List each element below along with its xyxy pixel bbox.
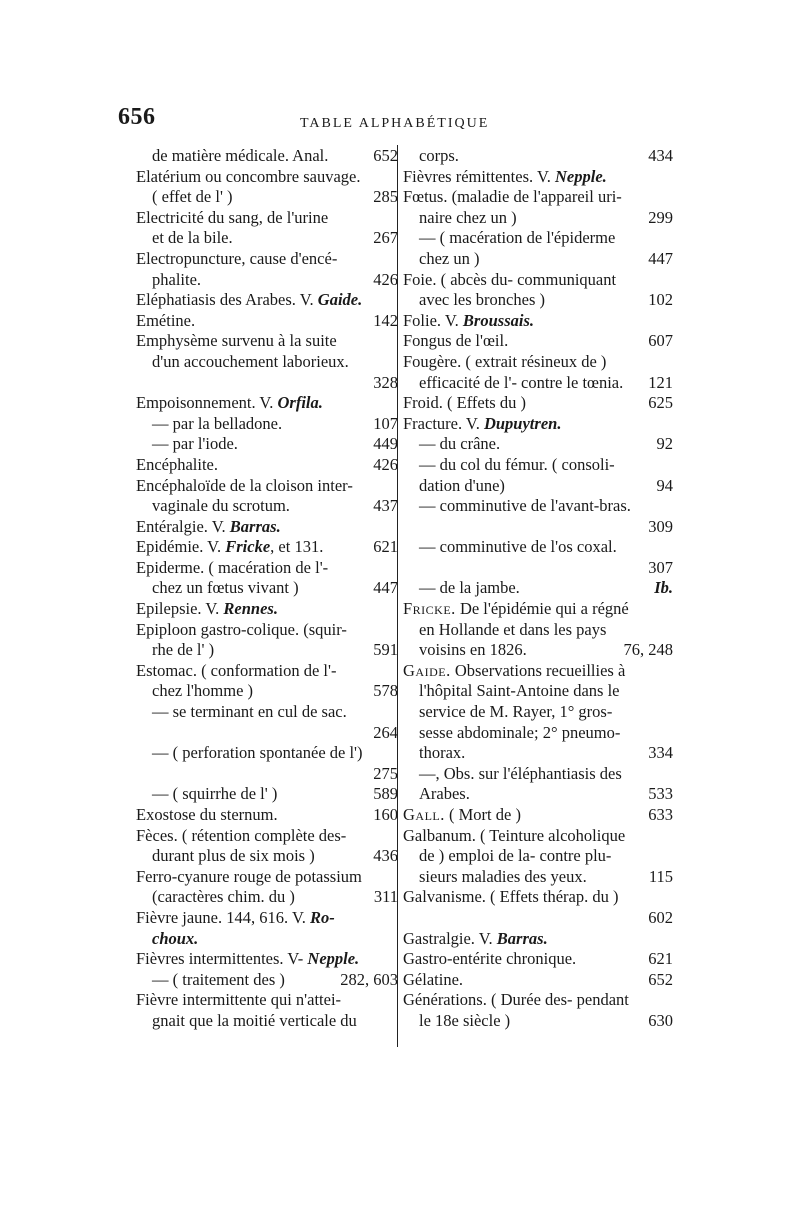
page-reference: 115 <box>648 866 673 886</box>
index-line <box>403 661 673 682</box>
column-divider <box>397 145 398 1047</box>
cross-reference: Ro- <box>310 907 335 927</box>
page-reference: 602 <box>648 907 673 927</box>
cross-reference: Dupuytren. <box>483 413 562 433</box>
index-line <box>136 187 398 208</box>
page-reference: 76, 248 <box>623 640 673 660</box>
index-line <box>136 208 398 229</box>
index-entry-text: Elatérium ou concombre sauvage. <box>136 166 361 186</box>
index-entry-text: le 18e siècle ) <box>419 1010 511 1030</box>
index-line <box>403 887 673 908</box>
index-column-right <box>403 146 673 1032</box>
page-reference: 449 <box>373 434 398 454</box>
index-line <box>136 867 398 888</box>
index-entry-text <box>136 929 392 950</box>
index-line <box>403 640 673 661</box>
index-entry-text: Fracture. V. Dupuytren. <box>403 413 562 433</box>
index-entry-text: — par l'iode. <box>152 434 238 454</box>
index-line <box>136 620 398 641</box>
index-entry-text: Epiploon gastro-colique. (squir- <box>136 619 347 639</box>
index-entry-text: (caractères chim. du ) <box>152 887 295 907</box>
index-line <box>136 270 398 291</box>
page-reference: 92 <box>656 434 673 454</box>
index-entry-text: Estomac. ( conformation de l'- <box>136 660 337 680</box>
page-reference: 533 <box>648 784 673 804</box>
page-reference: 652 <box>648 969 673 989</box>
index-entry-text: Galbanum. ( Teinture alcoholique <box>403 825 626 845</box>
index-line <box>136 331 398 352</box>
index-line <box>136 558 398 579</box>
index-entry-text: Exostose du sternum. <box>136 805 278 824</box>
index-line <box>136 167 398 188</box>
index-line <box>403 867 673 888</box>
index-entry-text: Fièvres rémittentes. V. Nepple. <box>403 166 607 186</box>
index-entry-text: service de M. Rayer, 1° gros- <box>419 702 613 722</box>
index-entry-text: et de la bile. <box>152 228 233 248</box>
index-line <box>403 414 673 435</box>
page-reference: 426 <box>373 454 398 474</box>
index-entry-text: d'un accouchement laborieux. <box>152 351 349 371</box>
index-line <box>136 784 398 805</box>
index-line <box>403 908 673 929</box>
page-reference: 267 <box>373 228 398 248</box>
cross-reference: Gaide. <box>317 290 363 310</box>
page-reference: 607 <box>648 331 673 351</box>
index-line <box>403 249 673 270</box>
index-entry-text: ( effet de l' ) <box>152 187 233 207</box>
index-entry-text: dation d'une) <box>419 475 505 495</box>
index-entry-text: naire chez un ) <box>419 207 517 227</box>
index-entry-text: Folie. V. Broussais. <box>403 310 534 330</box>
index-line <box>403 352 673 373</box>
index-entry-text: Gaide. Observations recueillies à <box>403 660 626 680</box>
index-line <box>136 373 398 394</box>
index-entry-text: Electricité du sang, de l'urine <box>136 207 329 227</box>
index-entry-text: Générations. ( Durée des- pendant <box>403 990 629 1010</box>
index-entry-text: Fièvre jaune. 144, 616. V. Ro- <box>136 907 335 927</box>
index-entry-text: en Hollande et dans les pays <box>419 619 607 639</box>
index-line <box>403 146 673 167</box>
running-head: TABLE ALPHABÉTIQUE <box>300 116 490 131</box>
index-line <box>136 908 398 929</box>
index-entry-text: durant plus de six mois ) <box>152 846 315 866</box>
index-entry-text: chez l'homme ) <box>152 681 254 701</box>
index-line <box>403 578 673 599</box>
cross-reference: Nepple. <box>307 949 360 969</box>
page-reference: 589 <box>373 784 398 804</box>
index-entry-text: avec les bronches ) <box>419 290 545 310</box>
index-entry-text: Electropuncture, cause d'encé- <box>136 248 338 268</box>
index-entry-text: vaginale du scrotum. <box>152 496 290 516</box>
index-line <box>403 929 673 950</box>
index-line <box>136 249 398 270</box>
index-entry-text: — ( perforation spontanée de l') <box>152 743 363 763</box>
index-entry-text: — du col du fémur. ( consoli- <box>419 454 615 474</box>
index-line <box>136 702 398 723</box>
page-reference: 264 <box>373 722 398 742</box>
index-line <box>136 517 398 538</box>
page-reference: 307 <box>648 557 673 577</box>
index-line <box>403 270 673 291</box>
page-reference: 625 <box>648 393 673 413</box>
page-reference: 426 <box>373 269 398 289</box>
index-entry-text: — ( squirrhe de l' ) <box>152 784 278 804</box>
index-line <box>403 681 673 702</box>
author-name: Gaide. <box>403 660 451 680</box>
index-line <box>403 331 673 352</box>
index-entry-text: Fièvre intermittente qui n'attei- <box>136 990 342 1010</box>
index-line <box>403 702 673 723</box>
index-line <box>403 455 673 476</box>
index-entry-text: voisins en 1826. <box>419 640 527 660</box>
index-line <box>136 949 398 970</box>
index-entry-text: phalite. <box>152 269 202 289</box>
index-line <box>136 146 398 167</box>
index-entry-text: Ferro-cyanure rouge de potassium <box>136 866 362 886</box>
index-line <box>136 1011 398 1032</box>
index-entry-text: gnait que la moitié verticale du <box>152 1010 357 1030</box>
index-line <box>403 599 673 620</box>
index-entry-text: — comminutive de l'avant-bras. <box>419 496 631 516</box>
index-line <box>403 517 673 538</box>
index-entry-text: Encéphaloïde de la cloison inter- <box>136 475 353 495</box>
index-line <box>403 558 673 579</box>
index-entry-text: Gastro-entérite chronique. <box>403 949 577 969</box>
index-entry-text: — se terminant en cul de sac. <box>152 702 347 722</box>
page-reference: 160 <box>373 805 398 824</box>
index-line <box>136 929 398 950</box>
index-entry-text: l'hôpital Saint-Antoine dans le <box>419 681 620 701</box>
index-line <box>403 187 673 208</box>
index-entry-text: sesse abdominale; 2° pneumo- <box>419 722 621 742</box>
index-line <box>136 476 398 497</box>
index-line <box>403 373 673 394</box>
index-entry-text: Fèces. ( rétention complète des- <box>136 825 347 845</box>
index-line <box>136 290 398 311</box>
index-line <box>136 434 398 455</box>
index-line <box>136 764 398 785</box>
index-entry-text: Foie. ( abcès du- communiquant <box>403 269 617 289</box>
page-reference: 299 <box>648 207 673 227</box>
page-reference: 447 <box>373 578 398 598</box>
page-reference: 285 <box>373 187 398 207</box>
page-reference: 652 <box>373 146 398 165</box>
cross-reference: Fricke <box>225 537 271 557</box>
index-entry-text: chez un fœtus vivant ) <box>152 578 299 598</box>
index-line <box>136 578 398 599</box>
index-line <box>403 846 673 867</box>
index-entry-text: Entéralgie. V. Barras. <box>136 516 281 536</box>
index-line <box>403 826 673 847</box>
index-line <box>136 228 398 249</box>
index-line <box>136 990 398 1011</box>
page-reference: 311 <box>373 887 398 907</box>
page-reference: 94 <box>656 475 673 495</box>
index-entry-text: — ( traitement des ) <box>152 969 285 989</box>
index-line <box>403 949 673 970</box>
author-name: Gall. <box>403 805 445 824</box>
page-reference: 107 <box>373 413 398 433</box>
index-entry-text: —, Obs. sur l'éléphantiasis des <box>419 763 622 783</box>
index-entry-text: — de la jambe. <box>419 578 520 598</box>
page-reference: 282, 603 <box>340 969 398 989</box>
index-entry-text: Galvanisme. ( Effets thérap. du ) <box>403 887 619 907</box>
index-entry-text: de ) emploi de la- contre plu- <box>419 846 612 866</box>
index-line <box>403 990 673 1011</box>
index-entry-text: Eléphatiasis des Arabes. V. Gaide. <box>136 290 363 310</box>
cross-reference: Rennes. <box>223 599 278 619</box>
page-reference: 275 <box>373 763 398 783</box>
page-reference: 436 <box>373 846 398 866</box>
index-line <box>403 743 673 764</box>
index-entry-text: Fongus de l'œil. <box>403 331 509 351</box>
page-reference: 121 <box>648 372 673 392</box>
page-reference: 142 <box>373 310 398 330</box>
index-line <box>136 887 398 908</box>
page-reference: Ib. <box>654 578 673 598</box>
page-reference: 633 <box>648 805 673 824</box>
index-entry-text: Epiderme. ( macération de l'- <box>136 557 329 577</box>
index-entry-text: rhe de l' ) <box>152 640 215 660</box>
index-entry-text: Gélatine. <box>403 969 464 989</box>
index-entry-text: thorax. <box>419 743 466 763</box>
page-number: 656 <box>118 104 156 130</box>
index-entry-text: Fièvres intermittentes. V- Nepple. <box>136 949 360 969</box>
index-line <box>403 1011 673 1032</box>
page-reference: 309 <box>648 516 673 536</box>
index-entry-text: Emphysème survenu à la suite <box>136 331 337 351</box>
index-entry-text: — ( macération de l'épiderme <box>419 228 616 248</box>
index-entry-text: corps. <box>419 146 459 165</box>
index-line <box>403 434 673 455</box>
cross-reference: Nepple. <box>555 166 607 186</box>
index-line <box>403 311 673 332</box>
index-entry-text: sieurs maladies des yeux. <box>419 866 587 886</box>
index-line <box>403 805 673 826</box>
index-line <box>136 681 398 702</box>
cross-reference: Barras. <box>496 928 548 948</box>
index-line <box>403 970 673 991</box>
index-line <box>136 352 398 373</box>
index-line <box>403 620 673 641</box>
index-line <box>136 414 398 435</box>
index-line <box>136 455 398 476</box>
index-entry-text: Fougère. ( extrait résineux de ) <box>403 351 607 371</box>
cross-reference: Broussais. <box>462 310 534 330</box>
index-line <box>136 970 398 991</box>
cross-reference: Orfila. <box>277 393 323 413</box>
index-line <box>403 476 673 497</box>
index-line <box>136 661 398 682</box>
index-line <box>136 826 398 847</box>
index-entry-text: Gastralgie. V. Barras. <box>403 928 548 948</box>
index-entry-text: Epidémie. V. Fricke, et 131. <box>136 537 324 557</box>
index-column-left <box>136 146 398 1032</box>
page-reference: 437 <box>373 496 398 516</box>
index-entry-text: Froid. ( Effets du ) <box>403 393 526 413</box>
index-line <box>403 167 673 188</box>
index-entry-text: Fricke. De l'épidémie qui a régné <box>403 599 629 619</box>
index-entry-text: efficacité de l'- contre le tœnia. <box>419 372 624 392</box>
index-line <box>136 393 398 414</box>
index-line <box>136 846 398 867</box>
index-entry-text: Empoisonnement. V. Orfila. <box>136 393 323 413</box>
index-entry-text: Epilepsie. V. Rennes. <box>136 599 278 619</box>
index-line <box>403 537 673 558</box>
index-line <box>403 228 673 249</box>
index-entry-text: chez un ) <box>419 248 480 268</box>
page-reference: 591 <box>373 640 398 660</box>
cross-reference: choux. <box>152 928 199 948</box>
index-entry-text: — comminutive de l'os coxal. <box>419 537 617 557</box>
index-line <box>136 743 398 764</box>
page-reference: 102 <box>648 290 673 310</box>
index-entry-text: de matière médicale. Anal. <box>152 146 329 165</box>
page-reference: 447 <box>648 248 673 268</box>
index-line <box>136 599 398 620</box>
index-entry-text: Gall. ( Mort de ) <box>403 805 521 824</box>
page-reference: 621 <box>373 537 398 557</box>
page-reference: 334 <box>648 743 673 763</box>
cross-reference: Barras. <box>229 516 281 536</box>
index-entry-text: — par la belladone. <box>152 413 283 433</box>
index-line <box>403 784 673 805</box>
page-reference: 630 <box>648 1010 673 1030</box>
index-line <box>136 496 398 517</box>
index-line <box>136 640 398 661</box>
index-line <box>403 496 673 517</box>
index-line <box>136 537 398 558</box>
page-reference: 434 <box>648 146 673 165</box>
index-entry-text: Encéphalite. <box>136 454 219 474</box>
index-line <box>136 723 398 744</box>
author-name: Fricke. <box>403 599 456 619</box>
index-entry-text: Emétine. <box>136 310 196 330</box>
index-line <box>403 764 673 785</box>
index-line <box>403 290 673 311</box>
index-entry-text: Arabes. <box>419 784 470 804</box>
index-entry-text: — du crâne. <box>419 434 501 454</box>
index-entry-text: Fœtus. (maladie de l'appareil uri- <box>403 187 622 207</box>
page-reference: 328 <box>373 372 398 392</box>
page-reference: 621 <box>648 949 673 969</box>
page-reference: 578 <box>373 681 398 701</box>
index-line <box>403 393 673 414</box>
index-line <box>403 208 673 229</box>
index-line <box>403 723 673 744</box>
index-line <box>136 311 398 332</box>
index-line <box>136 805 398 826</box>
